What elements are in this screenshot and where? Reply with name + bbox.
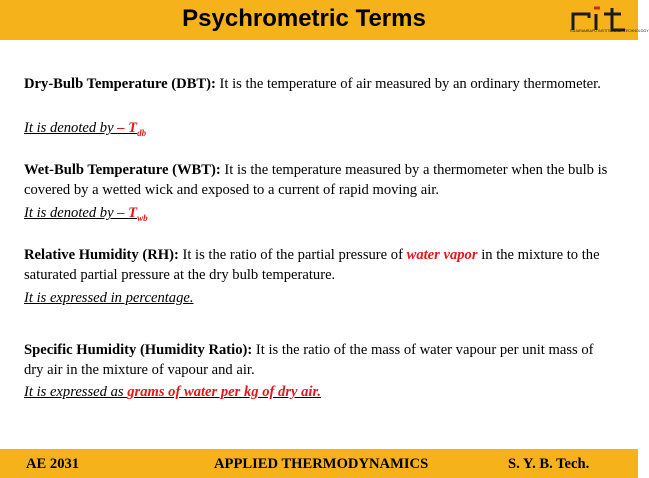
rh-text-start: It is the ratio of the partial pressure of [178, 247, 407, 263]
footer-course-name: APPLIED THERMODYNAMICS [214, 456, 429, 472]
dbt-definition [24, 74, 609, 94]
wbt-notation [24, 205, 148, 223]
rh-note: It is expressed in percentage. [24, 290, 194, 306]
wbt-note-prefix: It is denoted by [24, 205, 118, 221]
rh-term: Relative Humidity (RH): [24, 247, 179, 263]
dbt-notation [24, 120, 146, 138]
dbt-note-prefix: It is denoted by [24, 120, 118, 136]
dbt-subscript: db [137, 127, 147, 138]
wbt-text: It is the temperature measured by a thermometer when the bulb is covered by a wetted wick and exposed to a current of rapid moving air. [24, 162, 608, 198]
sh-definition [24, 340, 609, 380]
sh-term: Specific Humidity (Humidity Ratio): [24, 342, 253, 358]
dbt-text: It is the temperature of air measured by an ordinary thermometer. [215, 76, 601, 92]
rh-highlight: water vapor [406, 247, 478, 263]
footer-course-code: AE 2031 [26, 456, 80, 472]
dbt-symbol: T [128, 120, 138, 136]
dbt-term: Dry-Bulb Temperature (DBT): [24, 76, 216, 92]
dbt-note-dash: – [117, 120, 129, 136]
rh-definition [24, 245, 609, 285]
sh-note-highlight: grams of water per kg of dry air. [127, 384, 321, 400]
sh-text: It is the ratio of the mass of water vapour per unit mass of dry air in the mixture of vapour and air. [24, 342, 594, 378]
sh-note-prefix: It is expressed as [24, 384, 128, 400]
wbt-definition [24, 160, 609, 200]
wbt-note-dash: – [117, 205, 129, 221]
sh-note [24, 384, 321, 401]
wbt-subscript: wb [137, 212, 148, 223]
slide-title: Psychrometric Terms [182, 5, 426, 32]
wbt-term: Wet-Bulb Temperature (WBT): [24, 162, 221, 178]
logo-subtext: RAJARAMBAPU INSTITUTE OF TECHNOLOGY [570, 29, 649, 33]
rh-text-end: in the mixture to the saturated partial pressure at the dry bulb temperature. [24, 247, 600, 283]
footer-class: S. Y. B. Tech. [508, 456, 590, 472]
wbt-symbol: T [128, 205, 138, 221]
